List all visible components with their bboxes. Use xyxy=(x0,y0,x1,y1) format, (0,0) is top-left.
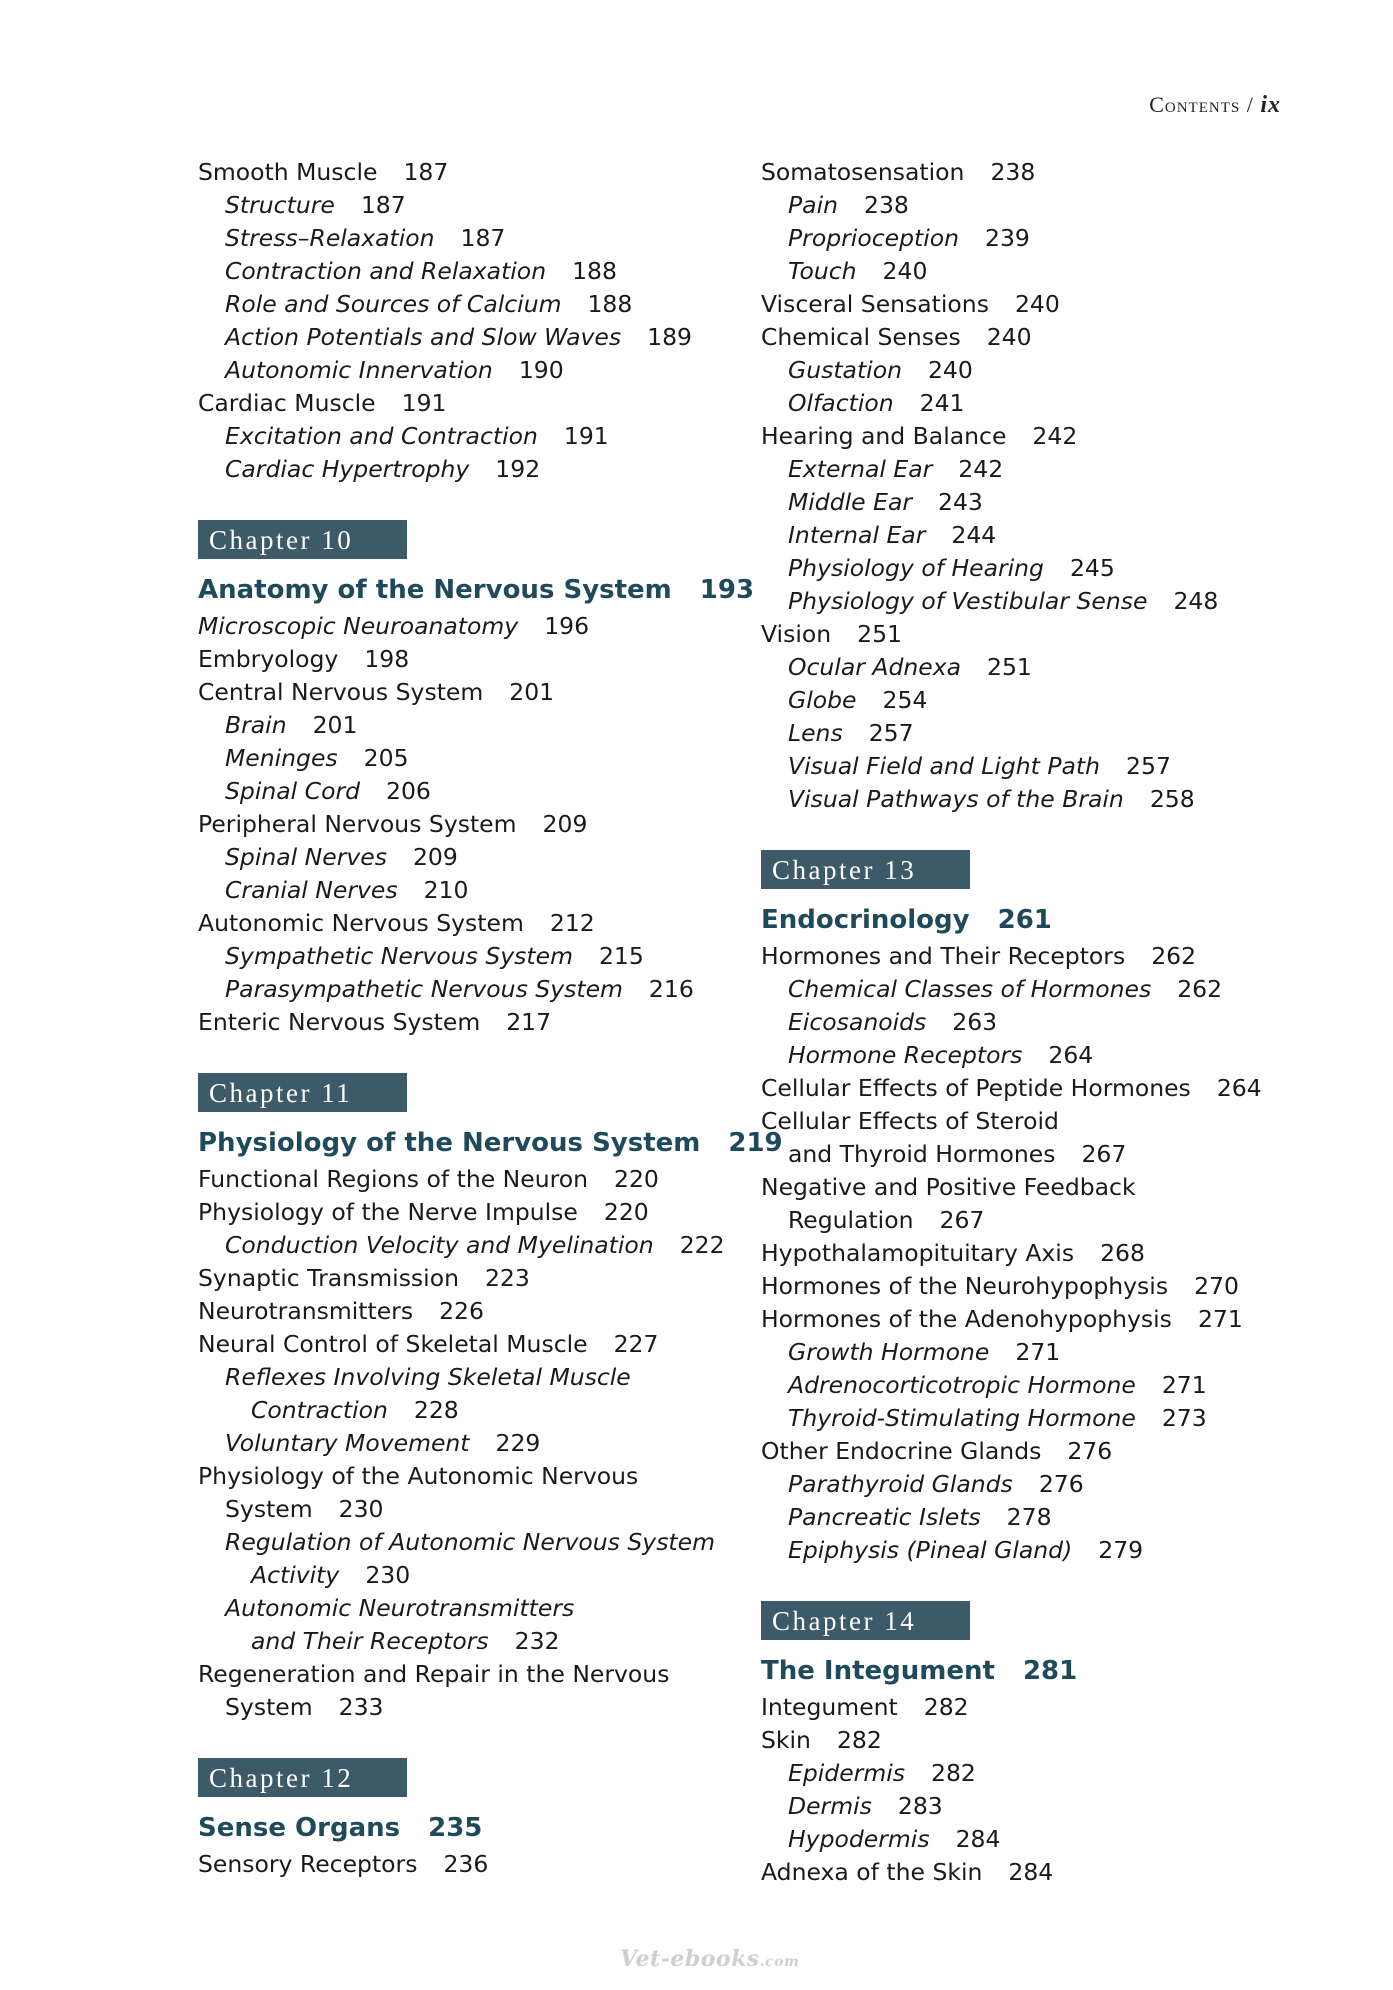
toc-entry[interactable] xyxy=(198,1262,738,1295)
toc-right-column xyxy=(761,156,1301,1889)
toc-entry-title: Autonomic Neurotransmitters xyxy=(225,1594,575,1622)
toc-entry-page-number: 196 xyxy=(544,612,590,640)
toc-entry[interactable] xyxy=(198,189,738,222)
toc-entry[interactable] xyxy=(198,1163,738,1196)
toc-entry-title: Sympathetic Nervous System xyxy=(225,942,573,970)
toc-entry[interactable] xyxy=(198,387,738,420)
toc-entry-page-number: 242 xyxy=(1032,422,1078,450)
toc-entry[interactable] xyxy=(761,618,1301,651)
toc-entry[interactable] xyxy=(761,1790,1301,1823)
toc-entry-page-number: 282 xyxy=(836,1726,882,1754)
toc-entry-page-number: 222 xyxy=(679,1231,725,1259)
toc-entry[interactable] xyxy=(761,1757,1301,1790)
toc-entry[interactable] xyxy=(761,486,1301,519)
toc-entry-title: Autonomic Innervation xyxy=(225,356,493,384)
toc-entry[interactable] xyxy=(198,1493,738,1526)
toc-entry[interactable] xyxy=(761,585,1301,618)
toc-entry[interactable] xyxy=(761,750,1301,783)
toc-entry-page-number: 198 xyxy=(364,645,410,673)
toc-entry-title: and Thyroid Hormones xyxy=(788,1140,1056,1168)
toc-entry-page-number: 205 xyxy=(363,744,409,772)
toc-entry[interactable] xyxy=(761,717,1301,750)
toc-entry-title: Hypodermis xyxy=(788,1825,930,1853)
toc-entry-page-number: 245 xyxy=(1069,554,1115,582)
toc-entry-page-number: 229 xyxy=(495,1429,541,1457)
toc-entry-title: Meninges xyxy=(225,744,338,772)
chapter-page-number: 235 xyxy=(428,1813,483,1843)
toc-entry[interactable] xyxy=(761,1204,1301,1237)
toc-entry-title: Cardiac Hypertrophy xyxy=(225,455,470,483)
toc-entry-page-number: 284 xyxy=(1008,1858,1054,1886)
toc-entry-title: Functional Regions of the Neuron xyxy=(198,1165,589,1193)
toc-entry-page-number: 271 xyxy=(1161,1371,1207,1399)
toc-entry-title: Visual Pathways of the Brain xyxy=(788,785,1124,813)
toc-entry[interactable] xyxy=(761,1105,1301,1138)
toc-entry[interactable] xyxy=(198,1460,738,1493)
chapter-title-text: The Integument xyxy=(761,1656,995,1686)
toc-entry-title: Globe xyxy=(788,686,857,714)
toc-entry-title: Stress–Relaxation xyxy=(225,224,435,252)
toc-entry-title: Physiology of Hearing xyxy=(788,554,1044,582)
toc-entry[interactable] xyxy=(761,1435,1301,1468)
toc-entry-title: Physiology of the Nerve Impulse xyxy=(198,1198,578,1226)
chapter-title[interactable] xyxy=(198,1811,738,1845)
toc-entry-page-number: 241 xyxy=(919,389,965,417)
toc-entry[interactable] xyxy=(198,1196,738,1229)
chapter-label-badge: Chapter 10 xyxy=(198,520,407,559)
toc-entry-page-number: 240 xyxy=(882,257,928,285)
toc-entry-title: Pancreatic Islets xyxy=(788,1503,981,1531)
toc-entry-page-number: 276 xyxy=(1067,1437,1113,1465)
toc-entry-page-number: 188 xyxy=(572,257,617,285)
toc-entry-page-number: 223 xyxy=(484,1264,530,1292)
toc-entry-title: System xyxy=(225,1495,313,1523)
toc-entry-page-number: 220 xyxy=(603,1198,649,1226)
toc-entry[interactable] xyxy=(761,940,1301,973)
chapter-title[interactable] xyxy=(198,573,755,607)
chapter-title-text: Physiology of the Nervous System xyxy=(198,1128,701,1158)
chapter-label-badge: Chapter 11 xyxy=(198,1073,407,1112)
toc-entry-page-number: 232 xyxy=(514,1627,560,1655)
toc-entry-page-number: 251 xyxy=(857,620,902,648)
toc-entry[interactable] xyxy=(198,907,738,940)
toc-entry-page-number: 187 xyxy=(403,158,449,186)
toc-entry-title: Hearing and Balance xyxy=(761,422,1007,450)
toc-entry[interactable] xyxy=(761,1534,1301,1567)
toc-entry-title: Brain xyxy=(225,711,287,739)
toc-entry-title: Cranial Nerves xyxy=(225,876,398,904)
toc-entry-title: Reflexes Involving Skeletal Muscle xyxy=(225,1363,631,1391)
toc-entry-page-number: 226 xyxy=(439,1297,484,1325)
toc-entry-title: External Ear xyxy=(788,455,933,483)
toc-entry[interactable] xyxy=(761,1856,1301,1889)
toc-entry[interactable] xyxy=(198,1848,738,1881)
toc-entry[interactable] xyxy=(761,156,1301,189)
toc-entry-page-number: 191 xyxy=(401,389,447,417)
toc-entry-title: Thyroid-Stimulating Hormone xyxy=(788,1404,1136,1432)
toc-entry-title: Contraction xyxy=(251,1396,388,1424)
chapter-label-badge: Chapter 12 xyxy=(198,1758,407,1797)
toc-entry-title: Gustation xyxy=(788,356,902,384)
toc-entry[interactable] xyxy=(198,742,738,775)
chapter-page-number: 261 xyxy=(997,905,1052,935)
toc-entry[interactable] xyxy=(761,387,1301,420)
toc-entry-title: Central Nervous System xyxy=(198,678,484,706)
toc-entry[interactable] xyxy=(761,222,1301,255)
toc-entry-title: Hypothalamopituitary Axis xyxy=(761,1239,1075,1267)
chapter-title-text: Anatomy of the Nervous System xyxy=(198,575,672,605)
chapter-label-badge: Chapter 13 xyxy=(761,850,970,889)
toc-entry[interactable] xyxy=(761,651,1301,684)
chapter-page-number: 219 xyxy=(728,1128,783,1158)
toc-entry-title: Contraction and Relaxation xyxy=(225,257,547,285)
toc-entry-title: Hormones and Their Receptors xyxy=(761,942,1126,970)
toc-entry-title: Cellular Effects of Steroid xyxy=(761,1107,1059,1135)
toc-entry-title: System xyxy=(225,1693,313,1721)
toc-entry-page-number: 216 xyxy=(648,975,694,1003)
chapter-title[interactable] xyxy=(761,903,1301,937)
chapter-section xyxy=(198,1758,738,1881)
toc-entry[interactable] xyxy=(761,1270,1301,1303)
toc-entry-title: Epidermis xyxy=(788,1759,905,1787)
toc-entry-page-number: 243 xyxy=(938,488,983,516)
toc-entry[interactable] xyxy=(761,1237,1301,1270)
toc-entry-title: Internal Ear xyxy=(788,521,926,549)
toc-entry-page-number: 258 xyxy=(1149,785,1195,813)
toc-entry[interactable] xyxy=(198,709,738,742)
toc-entry[interactable] xyxy=(761,288,1301,321)
toc-entry[interactable] xyxy=(761,321,1301,354)
chapter-title-text: Endocrinology xyxy=(761,905,970,935)
toc-entry-title: Physiology of Vestibular Sense xyxy=(788,587,1148,615)
toc-entry-title: Physiology of the Autonomic Nervous xyxy=(198,1462,639,1490)
toc-entry-title: Smooth Muscle xyxy=(198,158,378,186)
toc-entry-title: Skin xyxy=(761,1726,811,1754)
toc-entry-page-number: 209 xyxy=(412,843,458,871)
toc-entry-title: Proprioception xyxy=(788,224,960,252)
toc-entry-title: Hormones of the Adenohypophysis xyxy=(761,1305,1172,1333)
toc-entry[interactable] xyxy=(198,973,738,1006)
toc-entry[interactable] xyxy=(198,222,738,255)
toc-entry-page-number: 230 xyxy=(338,1495,384,1523)
toc-entry-title: Spinal Cord xyxy=(225,777,361,805)
toc-entry-title: Hormones of the Neurohypophysis xyxy=(761,1272,1169,1300)
toc-entry-title: Structure xyxy=(225,191,335,219)
toc-entry-page-number: 244 xyxy=(951,521,997,549)
toc-entry-title: Touch xyxy=(788,257,857,285)
toc-entry-page-number: 236 xyxy=(443,1850,489,1878)
toc-entry[interactable] xyxy=(198,354,738,387)
chapter-title[interactable] xyxy=(198,1126,783,1160)
toc-entry-title: Enteric Nervous System xyxy=(198,1008,481,1036)
toc-entry-title: Action Potentials and Slow Waves xyxy=(225,323,622,351)
toc-entry-title: Microscopic Neuroanatomy xyxy=(198,612,519,640)
toc-entry-page-number: 192 xyxy=(495,455,541,483)
toc-entry[interactable] xyxy=(198,321,738,354)
toc-entry[interactable] xyxy=(198,1658,738,1691)
toc-entry-page-number: 227 xyxy=(613,1330,659,1358)
toc-entry-title: Pain xyxy=(788,191,838,219)
running-head-separator: / xyxy=(1246,92,1254,117)
toc-entry-page-number: 240 xyxy=(927,356,973,384)
chapter-page-number: 193 xyxy=(699,575,755,605)
toc-entry-title: Regeneration and Repair in the Nervous xyxy=(198,1660,670,1688)
toc-entry-page-number: 248 xyxy=(1173,587,1219,615)
toc-entry-title: Activity xyxy=(251,1561,340,1589)
toc-entry[interactable] xyxy=(761,973,1301,1006)
toc-entry-title: Parathyroid Glands xyxy=(788,1470,1013,1498)
toc-entry-page-number: 190 xyxy=(518,356,564,384)
toc-entry-title: Adnexa of the Skin xyxy=(761,1858,983,1886)
toc-entry-title: Regulation xyxy=(788,1206,914,1234)
toc-entry-title: Ocular Adnexa xyxy=(788,653,962,681)
chapter-section xyxy=(198,1073,783,1724)
toc-entry-page-number: 187 xyxy=(360,191,406,219)
toc-entry-page-number: 283 xyxy=(897,1792,943,1820)
toc-entry-title: Spinal Nerves xyxy=(225,843,387,871)
toc-entry-page-number: 282 xyxy=(931,1759,976,1787)
toc-entry[interactable] xyxy=(198,1559,738,1592)
chapter-section xyxy=(198,520,755,1039)
toc-entry[interactable] xyxy=(198,841,738,874)
toc-entry-title: and Their Receptors xyxy=(251,1627,489,1655)
toc-entry-page-number: 238 xyxy=(990,158,1036,186)
toc-entry[interactable] xyxy=(761,453,1301,486)
toc-entry-page-number: 262 xyxy=(1151,942,1197,970)
toc-entry-page-number: 279 xyxy=(1098,1536,1144,1564)
toc-entry-page-number: 262 xyxy=(1177,975,1223,1003)
toc-entry[interactable] xyxy=(761,552,1301,585)
toc-entry-page-number: 209 xyxy=(542,810,588,838)
toc-entry-page-number: 271 xyxy=(1197,1305,1243,1333)
toc-entry-page-number: 264 xyxy=(1216,1074,1262,1102)
toc-entry-page-number: 238 xyxy=(864,191,909,219)
toc-entry[interactable] xyxy=(761,684,1301,717)
toc-entry-title: Growth Hormone xyxy=(788,1338,990,1366)
toc-entry-title: Middle Ear xyxy=(788,488,913,516)
toc-entry-title: Synaptic Transmission xyxy=(198,1264,459,1292)
toc-entry[interactable] xyxy=(198,940,738,973)
toc-entry-page-number: 217 xyxy=(506,1008,552,1036)
toc-entry[interactable] xyxy=(761,1369,1301,1402)
toc-entry[interactable] xyxy=(198,1592,738,1625)
toc-entry-title: Sensory Receptors xyxy=(198,1850,418,1878)
toc-entry-title: Peripheral Nervous System xyxy=(198,810,517,838)
toc-entry[interactable] xyxy=(761,1336,1301,1369)
toc-entry-page-number: 271 xyxy=(1015,1338,1061,1366)
toc-entry-page-number: 284 xyxy=(955,1825,1001,1853)
toc-entry-title: Regulation of Autonomic Nervous System xyxy=(225,1528,716,1556)
toc-entry-page-number: 276 xyxy=(1038,1470,1084,1498)
toc-entry-page-number: 228 xyxy=(413,1396,459,1424)
toc-entry-title: Visceral Sensations xyxy=(761,290,989,318)
toc-entry-title: Autonomic Nervous System xyxy=(198,909,524,937)
toc-entry[interactable] xyxy=(761,783,1301,816)
toc-entry-page-number: 240 xyxy=(1014,290,1060,318)
toc-entry[interactable] xyxy=(198,1691,738,1724)
toc-entry-title: Other Endocrine Glands xyxy=(761,1437,1042,1465)
toc-entry-page-number: 215 xyxy=(598,942,644,970)
toc-entry-page-number: 230 xyxy=(365,1561,411,1589)
toc-entry-page-number: 240 xyxy=(986,323,1032,351)
running-head-page-number: ix xyxy=(1260,92,1281,118)
chapter-section xyxy=(761,1601,1301,1889)
toc-entry[interactable] xyxy=(198,1526,738,1559)
toc-entry[interactable] xyxy=(761,1072,1301,1105)
toc-entry-page-number: 257 xyxy=(1126,752,1171,780)
chapter-label-badge: Chapter 14 xyxy=(761,1601,970,1640)
toc-entry[interactable] xyxy=(198,676,738,709)
toc-entry-page-number: 264 xyxy=(1048,1041,1094,1069)
toc-entry-title: Excitation and Contraction xyxy=(225,422,538,450)
toc-entry[interactable] xyxy=(198,775,738,808)
toc-entry-title: Lens xyxy=(788,719,843,747)
toc-entry[interactable] xyxy=(761,1006,1301,1039)
toc-entry[interactable] xyxy=(198,874,738,907)
toc-entry-page-number: 210 xyxy=(423,876,469,904)
toc-entry-title: Eicosanoids xyxy=(788,1008,927,1036)
toc-entry[interactable] xyxy=(198,1361,738,1394)
toc-entry[interactable] xyxy=(198,643,738,676)
toc-entry-page-number: 191 xyxy=(563,422,609,450)
toc-entry-title: Negative and Positive Feedback xyxy=(761,1173,1136,1201)
toc-entry-page-number: 254 xyxy=(882,686,928,714)
chapter-title[interactable] xyxy=(761,1654,1301,1688)
toc-entry[interactable] xyxy=(761,1138,1301,1171)
toc-entry-page-number: 268 xyxy=(1100,1239,1145,1267)
toc-entry-title: Cardiac Muscle xyxy=(198,389,376,417)
toc-entry[interactable] xyxy=(761,420,1301,453)
toc-entry-page-number: 188 xyxy=(587,290,633,318)
toc-entry[interactable] xyxy=(198,1328,738,1361)
toc-entry-page-number: 270 xyxy=(1194,1272,1239,1300)
running-head xyxy=(1149,92,1281,119)
toc-entry-page-number: 267 xyxy=(939,1206,985,1234)
toc-entry[interactable] xyxy=(761,255,1301,288)
toc-entry[interactable] xyxy=(198,1394,738,1427)
toc-entry[interactable] xyxy=(761,1501,1301,1534)
toc-entry[interactable] xyxy=(761,1171,1301,1204)
toc-entry[interactable] xyxy=(198,1295,738,1328)
toc-entry-title: Neurotransmitters xyxy=(198,1297,414,1325)
toc-entry[interactable] xyxy=(198,288,738,321)
toc-entry-page-number: 187 xyxy=(460,224,506,252)
toc-entry[interactable] xyxy=(198,1229,738,1262)
toc-entry-title: Olfaction xyxy=(788,389,894,417)
toc-entry-title: Cellular Effects of Peptide Hormones xyxy=(761,1074,1191,1102)
toc-entry-title: Embryology xyxy=(198,645,339,673)
toc-entry[interactable] xyxy=(761,1724,1301,1757)
toc-entry[interactable] xyxy=(198,808,738,841)
running-head-label: Contents xyxy=(1149,92,1241,117)
toc-entry-page-number: 220 xyxy=(614,1165,659,1193)
toc-entry-page-number: 273 xyxy=(1161,1404,1207,1432)
toc-entry-page-number: 263 xyxy=(952,1008,998,1036)
toc-entry-title: Hormone Receptors xyxy=(788,1041,1023,1069)
toc-entry-title: Role and Sources of Calcium xyxy=(225,290,562,318)
toc-entry[interactable] xyxy=(761,1039,1301,1072)
toc-entry[interactable] xyxy=(761,1691,1301,1724)
toc-entry-page-number: 282 xyxy=(923,1693,969,1721)
toc-entry-title: Chemical Classes of Hormones xyxy=(788,975,1152,1003)
watermark-logo: Vet-ebooks.com xyxy=(620,1946,800,1972)
toc-entry-title: Dermis xyxy=(788,1792,872,1820)
chapter-title-text: Sense Organs xyxy=(198,1813,401,1843)
toc-entry[interactable] xyxy=(198,1625,738,1658)
toc-entry-page-number: 212 xyxy=(549,909,595,937)
toc-entry-page-number: 278 xyxy=(1006,1503,1052,1531)
toc-entry-title: Chemical Senses xyxy=(761,323,961,351)
toc-entry-title: Adrenocorticotropic Hormone xyxy=(788,1371,1136,1399)
toc-entry-page-number: 206 xyxy=(386,777,431,805)
toc-entry-title: Parasympathetic Nervous System xyxy=(225,975,623,1003)
toc-entry-title: Somatosensation xyxy=(761,158,965,186)
toc-entry-title: Epiphysis (Pineal Gland) xyxy=(788,1536,1073,1564)
toc-entry-page-number: 242 xyxy=(958,455,1004,483)
toc-left-column xyxy=(198,156,783,1881)
toc-entry[interactable] xyxy=(198,420,738,453)
chapter-section xyxy=(761,850,1301,1567)
toc-entry[interactable] xyxy=(198,610,738,643)
toc-entry[interactable] xyxy=(761,519,1301,552)
toc-entry-title: Integument xyxy=(761,1693,898,1721)
toc-entry-page-number: 201 xyxy=(509,678,555,706)
toc-entry[interactable] xyxy=(761,189,1301,222)
toc-entry-title: Voluntary Movement xyxy=(225,1429,470,1457)
toc-entry-page-number: 251 xyxy=(987,653,1032,681)
toc-entry[interactable] xyxy=(761,1468,1301,1501)
toc-entry-page-number: 233 xyxy=(338,1693,384,1721)
toc-entry-title: Conduction Velocity and Myelination xyxy=(225,1231,654,1259)
toc-entry-title: Vision xyxy=(761,620,832,648)
toc-entry-page-number: 189 xyxy=(647,323,692,351)
toc-entry[interactable] xyxy=(198,255,738,288)
toc-entry-page-number: 257 xyxy=(868,719,914,747)
toc-entry-title: Neural Control of Skeletal Muscle xyxy=(198,1330,588,1358)
toc-entry-page-number: 201 xyxy=(312,711,358,739)
toc-entry[interactable] xyxy=(198,453,738,486)
toc-entry[interactable] xyxy=(198,1006,738,1039)
chapter-page-number: 281 xyxy=(1022,1656,1078,1686)
toc-entry[interactable] xyxy=(761,1303,1301,1336)
toc-entry[interactable] xyxy=(198,1427,738,1460)
toc-entry-title: Visual Field and Light Path xyxy=(788,752,1101,780)
toc-entry[interactable] xyxy=(761,1823,1301,1856)
toc-entry-page-number: 239 xyxy=(985,224,1030,252)
toc-entry[interactable] xyxy=(761,354,1301,387)
toc-entry[interactable] xyxy=(761,1402,1301,1435)
toc-entry[interactable] xyxy=(198,156,738,189)
toc-entry-page-number: 267 xyxy=(1081,1140,1127,1168)
